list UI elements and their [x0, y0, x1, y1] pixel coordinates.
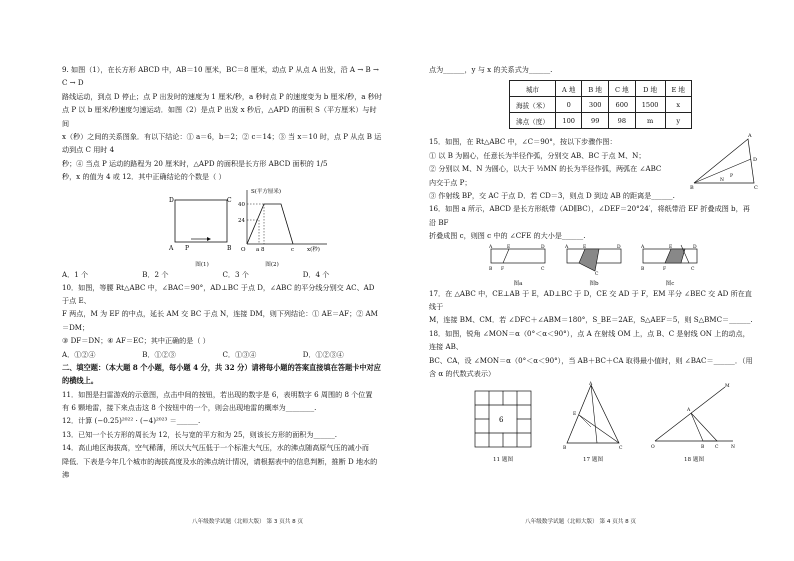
q9-line6: 秒，x 的值为 4 或 12．其中正确结论的个数是（ ） [62, 172, 226, 182]
figure-11 [471, 387, 535, 463]
svg-text:C: C [619, 445, 623, 451]
right-page [397, 0, 794, 561]
q15-line3: ② 分别以 M、N 为圆心，以大于 ½MN 的长为半径作弧，两弧在 ∠ABC [429, 164, 662, 174]
svg-text:A: A [169, 244, 174, 252]
table-cell: 99 [582, 113, 609, 129]
table-row [510, 81, 692, 97]
q9-options [62, 268, 383, 281]
figure-18 [651, 381, 737, 463]
figure-17-caption: 17 题图 [582, 456, 604, 463]
fold-b-caption: 图b [589, 280, 599, 287]
q9-line2: 路线运动，到点 D 停止；点 P 出发时的速度为 1 厘米/秒，a 秒时点 P 的速度变为 b 厘米/秒，a 秒时 [62, 91, 382, 101]
svg-text:A: A [641, 244, 645, 250]
q16-figures [489, 243, 754, 287]
q14-line2: 降低．下表是今年几个城市的海拔高度及水的沸点统计情况，请根据表中的信息判断，推断 D 地水的沸 [62, 456, 378, 479]
svg-text:B: B [563, 445, 567, 451]
svg-text:C: C [541, 266, 545, 272]
graph-y40: 40 [238, 201, 245, 208]
svg-text:N: N [720, 178, 724, 184]
figure-1-caption: 图(1) [195, 261, 209, 268]
right-page-footer: 八年级数学试题（北师大版） 第 4 页共 8 页 [525, 519, 637, 525]
svg-text:O: O [651, 444, 655, 450]
table-cell: E 地 [665, 81, 692, 97]
q16-line1: 16．如图 a 所示，ABCD 是长方形纸带（AD∥BC），∠DEF＝20°24′，将纸带沿 EF 折叠成图 b，再沿 BF [429, 204, 750, 227]
table-cell: 海拔（米） [510, 97, 556, 113]
table-cell: 100 [555, 113, 581, 129]
table-cell: 0 [555, 97, 581, 113]
svg-text:F: F [663, 266, 667, 272]
q9-line4: x（秒）之间的关系图象．有以下结论：① a＝6，b＝2；② c＝14；③ 当 x＝10 时，点 P 从点 B 运动到点 C 用时 4 [62, 132, 382, 155]
q10-line1: 10．如图，等腰 Rt△ABC 中，∠BAC＝90°，AD⊥BC 于点 D，∠ABC 的平分线分别交 AC、AD 于点 E、 [62, 282, 375, 306]
mine-number: 6 [499, 415, 504, 424]
fold-figure-b [565, 243, 623, 287]
q10-line2: F 两点，M 为 EF 的中点，延长 AM 交 BC 于点 N，连接 DM，则下列结论：① AE＝AF；② AM＝DM； [62, 309, 378, 332]
svg-text:C: C [715, 444, 719, 450]
table-cell: x [665, 97, 692, 113]
q9-option-d: D．4 个 [302, 269, 330, 279]
figure-17 [561, 381, 625, 463]
table-cell: C 地 [608, 81, 635, 97]
graph-a8: a 8 [256, 246, 265, 253]
svg-text:B: B [690, 185, 694, 192]
figure-2 [237, 186, 337, 268]
section2-heading-line2: 的横线上。 [62, 376, 98, 386]
q12-line1: 12．计算 (−0.25)²⁰²² · (−4)²⁰²³ ＝______. [62, 416, 201, 426]
left-page-footer: 八年级数学试题（北师大版） 第 3 页共 8 页 [192, 519, 304, 525]
q14-line1: 14．高山地区海拔高，空气稀薄，所以大气压低于一个标准大气压，水的沸点随高原气压的减小而 [62, 443, 369, 453]
graph-c: c [291, 246, 295, 253]
q9-figures [167, 184, 383, 268]
bottom-figures [471, 381, 754, 463]
svg-text:D: D [541, 244, 545, 250]
figure-18-caption: 18 题图 [683, 456, 705, 463]
fold-a-diagram [489, 243, 547, 275]
q10-line3: ③ DF＝DN；④ AF＝EC；其中正确的是（ ） [62, 336, 210, 346]
svg-text:N: N [731, 444, 735, 450]
table-cell: y [665, 113, 692, 129]
minesweeper-grid [471, 387, 535, 451]
graph-origin: O [241, 246, 246, 253]
area-time-graph [237, 186, 337, 256]
svg-text:P: P [730, 174, 734, 180]
svg-text:E: E [583, 244, 587, 250]
section2-heading-line1: 二、填空题：（本大题 8 个小题，每小题 4 分，共 32 分）请将每小题的答案直接填在答题卡中对应 [62, 362, 381, 372]
q14-continuation: 点为______，y 与 x 的关系式为______. [429, 65, 553, 74]
q15-line5: ③ 作射线 BP，交 AC 于点 D．若 CD＝3，则点 D 到边 AB 的距离是______. [429, 191, 675, 201]
q17-line1: 17．在 △ABC 中，CE⊥AB 于 E，AD⊥BC 于 D，CE 交 AD 于 F，EM 平分 ∠BEC 交 AD 所在直线于 [429, 288, 752, 312]
graph-y24: 24 [238, 217, 245, 224]
graph-x-label: x(秒) [307, 246, 320, 253]
svg-text:A: A [687, 407, 691, 413]
q10-options [62, 348, 383, 361]
q15-line2: ① 以 B 为圆心，任意长为半径作弧，分别交 AB、BC 于点 M、N； [429, 150, 646, 160]
svg-text:B: B [227, 244, 232, 252]
table-cell: D 地 [635, 81, 665, 97]
svg-text:B: B [701, 444, 705, 450]
svg-text:P: P [185, 244, 190, 252]
table-cell: m [635, 113, 665, 129]
svg-text:A: A [748, 133, 752, 140]
fold-a-caption: 图a [513, 280, 523, 287]
fold-figure-c [641, 243, 699, 287]
svg-text:C: C [691, 266, 695, 272]
q9-line3: 点 P 以 b 厘米/秒速度匀速运动．如图（2）是点 P 出发 x 秒后，△APD 的面积 S（平方厘米）与时间 [62, 105, 377, 128]
table-cell: 沸点（度） [510, 113, 556, 129]
figure-1 [167, 190, 237, 268]
graph-y-label: S(平方厘米) [251, 188, 282, 195]
q15-block [429, 133, 758, 202]
svg-text:B: B [641, 266, 645, 272]
altitude-boiling-table [509, 80, 692, 129]
table-cell: A 地 [555, 81, 581, 97]
q13-line1: 13．已知一个长方形的周长为 12，长与宽的平方和为 25，则该长方形的面积为______. [62, 429, 338, 439]
svg-text:A: A [589, 381, 593, 387]
svg-text:E: E [573, 411, 577, 417]
q10-option-d: D．①②③④ [302, 349, 344, 359]
q15-line4: 内交于点 P； [429, 177, 472, 187]
svg-text:E: E [507, 244, 511, 250]
q15-line1: 15．如图，在 Rt△ABC 中，∠C＝90°，按以下步骤作图： [429, 137, 617, 147]
q15-triangle-diagram [690, 131, 760, 191]
svg-text:D: D [169, 196, 174, 204]
q17-line2: M，连接 BM、CM．若 ∠DFC＋∠ABM＝180°，S_BE＝2AE，S△AEF＝5，则 S△BMC＝______. [429, 315, 753, 325]
rectangle-abcd-diagram [167, 190, 233, 256]
q11-line1: 11．如图是扫雷游戏的示意图，点击中间的按钮，若出现的数字是 6，表明数字 6 周围的 8 个位置 [62, 389, 373, 399]
q9-line5: 秒；④ 当点 P 运动的路程为 20 厘米时，△APD 的面积是长方形 ABCD 面积的 1/5 [62, 158, 328, 168]
q9-line1: 9. 如图（1），在长方形 ABCD 中，AB＝10 厘米，BC＝8 厘米，动点 P 从点 A 出发，沿 A → B → C → D [62, 65, 379, 88]
q9-option-c: C．3 个 [222, 269, 249, 279]
q9-option-b: B．2 个 [142, 269, 169, 279]
table-cell: 600 [608, 97, 635, 113]
table-row [510, 97, 692, 113]
q10-option-c: C．①③④ [222, 349, 257, 359]
fold-figure-a [489, 243, 547, 287]
angle-18-diagram [651, 381, 737, 451]
q18-line1: 18．如图，锐角 ∠MON＝α（0°＜α＜90°），点 A 在射线 OM 上，点 B、C 是射线 ON 上的动点，连接 AB、 [429, 328, 750, 352]
svg-text:A: A [565, 244, 569, 250]
q18-line2: BC、CA，设 ∠MON＝α（0°＜α＜90°），当 AB＋BC＋CA 取得最小值时，则 ∠BAC＝______．（用 [429, 355, 753, 365]
svg-text:F: F [501, 266, 505, 272]
fold-b-diagram [565, 243, 623, 275]
svg-text:M: M [725, 383, 730, 389]
fold-c-caption: 图c [665, 280, 675, 287]
svg-text:D: D [693, 244, 697, 250]
fold-c-diagram [641, 243, 699, 275]
svg-text:C: C [227, 196, 232, 204]
table-cell: 城市 [510, 81, 556, 97]
svg-text:C: C [595, 271, 599, 275]
q10-option-a: A．①②④ [62, 349, 96, 359]
svg-text:A: A [489, 244, 493, 250]
figure-11-caption: 11 题图 [492, 456, 514, 463]
svg-text:D: D [753, 157, 758, 164]
table-cell: 1500 [635, 97, 665, 113]
table-row [510, 113, 692, 129]
table-cell: 300 [582, 97, 609, 113]
svg-text:E: E [669, 244, 673, 250]
triangle-17-diagram [561, 381, 625, 451]
table-cell: 98 [608, 113, 635, 129]
table-cell: B 地 [582, 81, 609, 97]
q9-option-a: A．1 个 [62, 269, 89, 279]
q11-line2: 有 6 颗地雷，接下来点击这 8 个按钮中的一个，则会出现地雷的概率为________. [62, 402, 317, 412]
q16-line2: 折叠成图 c，则图 c 中的 ∠CFE 的大小是______. [429, 231, 586, 241]
svg-text:C: C [754, 185, 758, 192]
figure-2-caption: 图(2) [265, 261, 279, 268]
svg-text:B: B [489, 266, 493, 272]
svg-text:D: D [617, 244, 621, 250]
q10-option-b: B．①②③ [142, 349, 176, 359]
q18-line3: 含 α 的代数式表示） [429, 369, 496, 379]
